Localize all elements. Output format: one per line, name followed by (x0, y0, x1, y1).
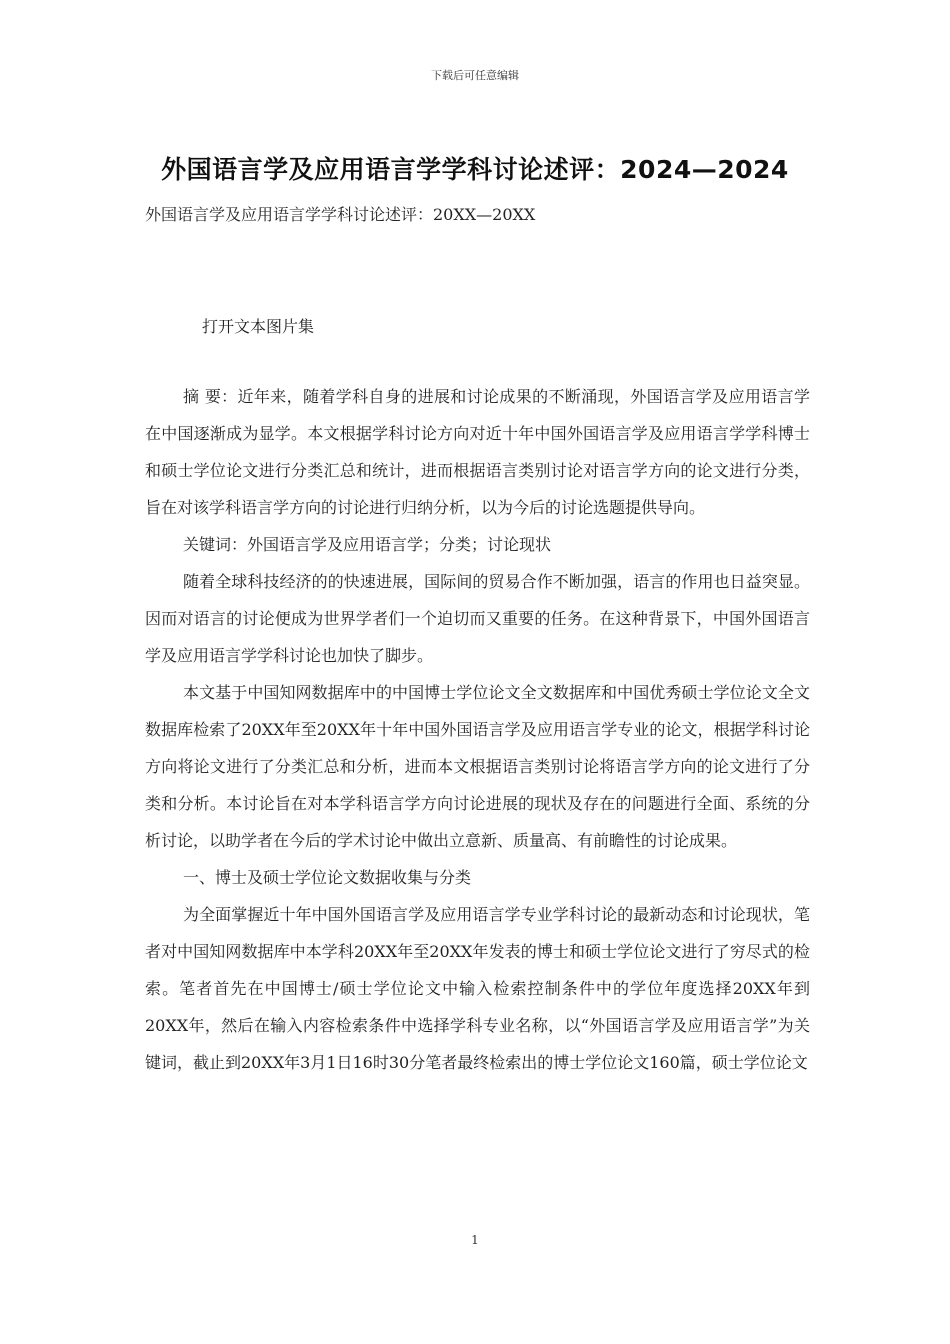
abstract-paragraph: 摘 要：近年来，随着学科自身的进展和讨论成果的不断涌现，外国语言学及应用语言学在中国逐渐成为显学。本文根据学科讨论方向对近十年中国外国语言学及应用语言学学科博士和硕士学位论文进行分类汇总和统计，进而根据语言类别讨论对语言学方向的论文进行分类，旨在对该学科语言学方向的讨论进行归纳分析，以为今后的讨论选题提供导向。 (145, 387, 810, 517)
open-image-gallery-link[interactable]: 打开文本图片集 (202, 317, 315, 336)
document-title: 外国语言学及应用语言学学科讨论述评：2024—2024 (161, 155, 789, 184)
header-note: 下载后可任意编辑 (431, 69, 519, 82)
document-body (145, 378, 810, 1081)
keywords-paragraph: 关键词：外国语言学及应用语言学；分类；讨论现状 (183, 535, 552, 554)
body-paragraph: 随着全球科技经济的的快速进展，国际间的贸易合作不断加强，语言的作用也日益突显。因而对语言的讨论便成为世界学者们一个迫切而又重要的任务。在这种背景下，中国外国语言学及应用语言学学科讨论也加快了脚步。 (145, 572, 810, 665)
document-subtitle: 外国语言学及应用语言学学科讨论述评：20XX—20XX (145, 205, 536, 224)
body-paragraph: 为全面掌握近十年中国外国语言学及应用语言学专业学科讨论的最新动态和讨论现状，笔者对中国知网数据库中本学科20XX年至20XX年发表的博士和硕士学位论文进行了穷尽式的检索。笔者首先在中国博士/硕士学位论文中输入检索控制条件中的学位年度选择20XX年到20XX年，然后在输入内容检索条件中选择学科专业名称，以“外国语言学及应用语言学”为关键词，截止到20XX年3月1日16时30分笔者最终检索出的博士学位论文160篇，硕士学位论文 (145, 905, 810, 1072)
body-paragraph: 本文基于中国知网数据库中的中国博士学位论文全文数据库和中国优秀硕士学位论文全文数据库检索了20XX年至20XX年十年中国外国语言学及应用语言学专业的论文，根据学科讨论方向将论文进行了分类汇总和分析，进而本文根据语言类别讨论将语言学方向的论文进行了分类和分析。本讨论旨在对本学科语言学方向讨论进展的现状及存在的问题进行全面、系统的分析讨论，以助学者在今后的学术讨论中做出立意新、质量高、有前瞻性的讨论成果。 (145, 683, 810, 850)
section-heading: 一、博士及硕士学位论文数据收集与分类 (183, 868, 472, 887)
page-number: 1 (471, 1233, 479, 1247)
